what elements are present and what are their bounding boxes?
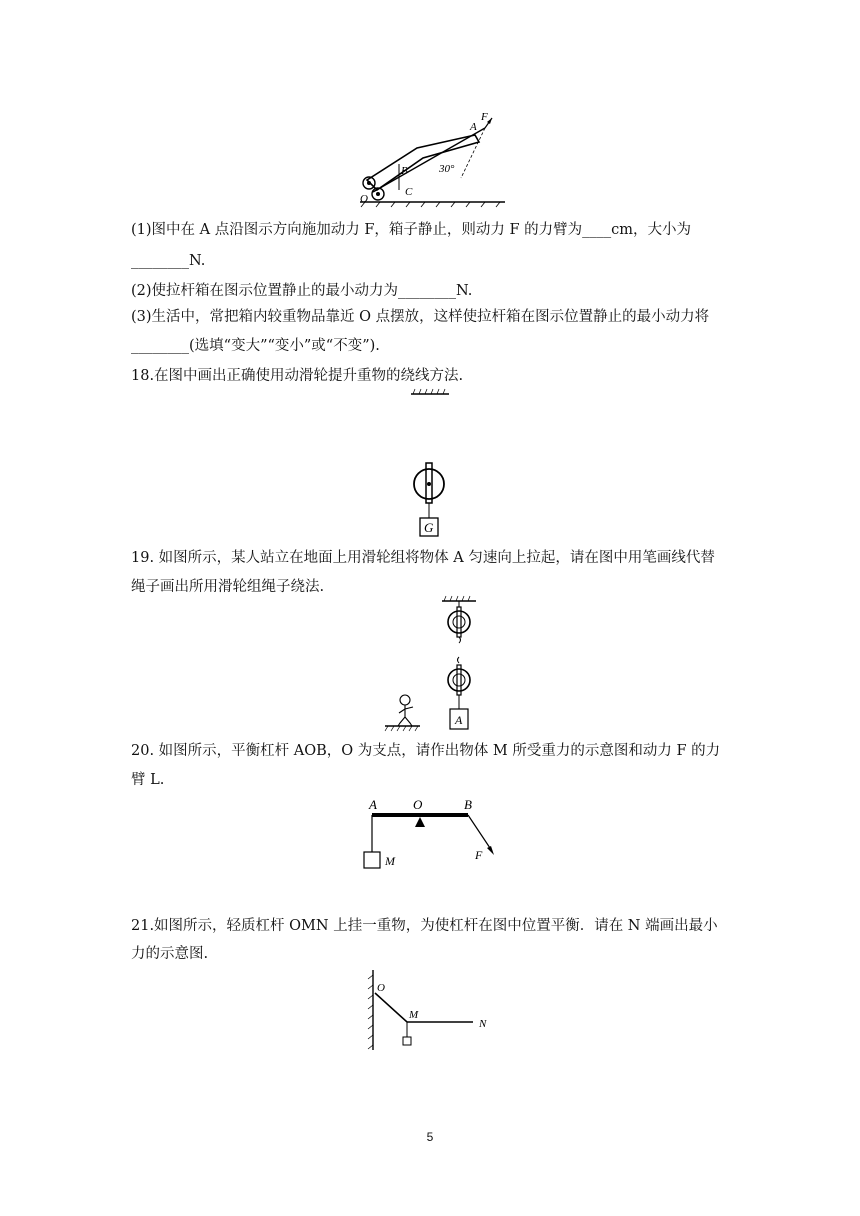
label-F: F	[475, 848, 483, 862]
label-O: O	[413, 797, 423, 812]
q17-part2: (2)使拉杆箱在图示位置静止的最小动力为________N.	[131, 283, 473, 299]
q17-part1-line1: (1)图中在 A 点沿图示方向施加动力 F，箱子静止，则动力 F 的力臂为____cm，大小为	[131, 222, 692, 238]
q17-part3-line1: (3)生活中，常把箱内较重物品靠近 O 点摆放，这样使拉杆箱在图示位置静止的最小动力将	[131, 309, 710, 325]
q21-line1: 21.如图所示，轻质杠杆 OMN 上挂一重物，为使杠杆在图中位置平衡．请在 N 端画出最小	[131, 918, 718, 934]
luggage-figure	[355, 110, 515, 210]
lever-AOB-figure	[358, 795, 508, 875]
angle-label: 30°	[439, 163, 455, 175]
q20-line1: 20. 如图所示，平衡杠杆 AOB，O 为支点，请作出物体 M 所受重力的示意图和动力 F 的力	[131, 743, 721, 759]
movable-pulley-figure	[405, 385, 455, 540]
q17-part3-line2: ________(选填“变大”“变小”或“不变”).	[131, 338, 380, 354]
q20-line2: 臂 L.	[131, 772, 165, 788]
label-C: C	[405, 186, 413, 198]
label-A: A	[470, 121, 477, 133]
label-B: B	[401, 165, 408, 177]
q19-line2: 绳子画出所用滑轮组绳子绕法.	[131, 579, 325, 595]
weight-A: A	[455, 713, 463, 727]
label-N: N	[479, 1018, 487, 1030]
label-B: B	[464, 797, 472, 812]
label-A: A	[369, 797, 377, 812]
label-M: M	[385, 854, 395, 868]
label-O: O	[377, 982, 385, 994]
weight-G: G	[424, 520, 434, 535]
q21-line2: 力的示意图.	[131, 946, 209, 962]
page-number: 5	[426, 1130, 434, 1144]
q19-line1: 19. 如图所示，某人站立在地面上用滑轮组将物体 A 匀速向上拉起，请在图中用笔画线代替	[131, 550, 715, 566]
q18-text: 18.在图中画出正确使用动滑轮提升重物的绕线方法.	[131, 368, 464, 384]
pulley-block-figure	[380, 595, 490, 735]
label-M: M	[409, 1009, 419, 1021]
lever-OMN-figure	[363, 965, 493, 1055]
label-F: F	[481, 111, 488, 123]
q17-part1-line2: ________N.	[131, 253, 206, 269]
label-O: O	[360, 193, 368, 205]
